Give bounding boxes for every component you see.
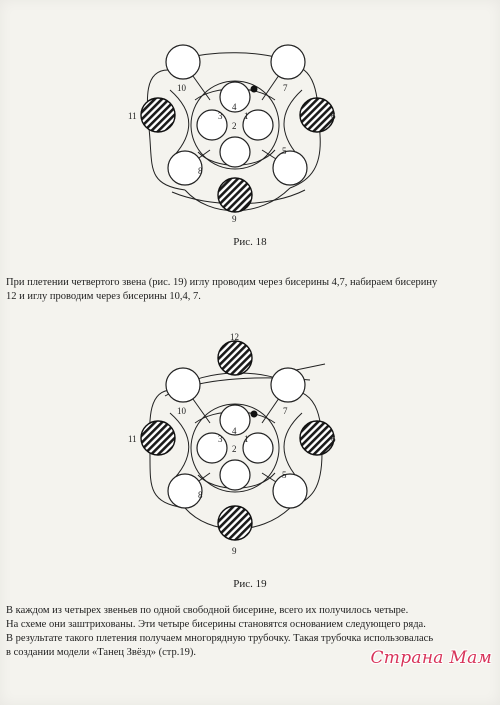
label-9: 9 [232,546,237,556]
label-2: 2 [232,121,237,131]
label-11: 11 [128,111,137,121]
paragraph-2-line-1: В каждом из четырех звеньев по одной свободной бисерине, всего их получилось четыре. [6,605,409,616]
label-7: 7 [283,83,288,93]
paragraph-2-line-2: На схеме они заштрихованы. Эти четыре бисерины становятся основанием следующего ряда. [6,619,426,630]
figure-18-caption: Рис. 18 [233,236,267,248]
label-7: 7 [283,406,288,416]
needle-dot [251,411,258,418]
bead-10 [166,45,200,79]
figure-18 [0,40,500,235]
paragraph-1-line-2: 12 и иглу проводим через бисерины 10,4, 7. [6,291,201,302]
paragraph-1-line-1: При плетении четвертого звена (рис. 19) иглу проводим через бисерины 4,7, набираем бисерину [6,277,438,288]
bead-9-hatched [218,178,252,212]
bead-9-hatched [218,506,252,540]
bead-2 [220,137,250,167]
bead-6-hatched [300,98,334,132]
label-4: 4 [232,426,237,436]
label-9: 9 [232,214,237,224]
label-3: 3 [218,434,223,444]
bead-5 [273,474,307,508]
label-11: 11 [128,434,137,444]
bead-11-hatched [141,421,175,455]
paragraph-1 [6,276,472,304]
bead-10 [166,368,200,402]
label-2: 2 [232,444,237,454]
bead-3 [197,110,227,140]
label-1: 1 [244,111,249,121]
label-10: 10 [177,83,186,93]
needle-dot [251,86,258,93]
bead-8 [168,474,202,508]
watermark-logo: Страна Мам [370,648,492,668]
label-10: 10 [177,406,186,416]
bead-2 [220,460,250,490]
label-12: 12 [230,332,239,342]
bead-scheme-19 [0,328,500,568]
bead-11-hatched [141,98,175,132]
bead-scheme-18 [0,40,500,235]
label-5: 5 [282,146,287,156]
label-6: 6 [331,111,336,121]
figure-19 [0,328,500,568]
paragraph-2-line-4: в создании модели «Танец Звёзд» (стр.19). [6,647,197,658]
label-3: 3 [218,111,223,121]
paragraph-2-line-3: В результате такого плетения получаем многорядную трубочку. Такая трубочка использовалась [6,633,434,644]
bead-6-hatched [300,421,334,455]
label-8: 8 [198,166,203,176]
bead-7 [271,368,305,402]
figure-19-caption: Рис. 19 [233,578,267,590]
label-4: 4 [232,102,237,112]
bead-12-hatched [218,341,252,375]
bead-3 [197,433,227,463]
label-6: 6 [331,434,336,444]
bead-5 [273,151,307,185]
bead-8 [168,151,202,185]
label-8: 8 [198,490,203,500]
bead-7 [271,45,305,79]
label-5: 5 [282,470,287,480]
label-1: 1 [244,434,249,444]
